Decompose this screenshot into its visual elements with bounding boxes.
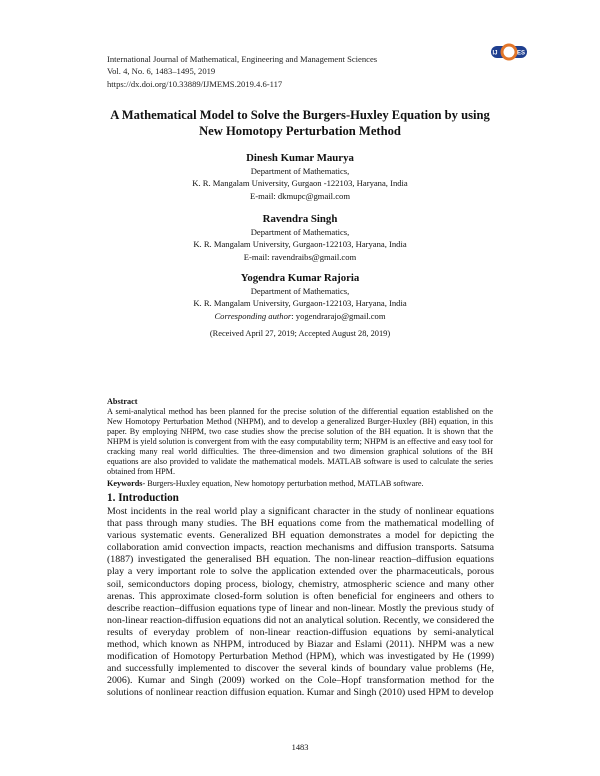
received-dates: (Received April 27, 2019; Accepted August 28, 2019): [209, 329, 391, 338]
journal-name: International Journal of Mathematical, Engineering and Management Sciences: [107, 54, 378, 64]
keywords: [107, 479, 424, 488]
abstract-body: [107, 407, 493, 477]
journal-logo: [490, 42, 528, 62]
author-email: [100, 310, 500, 322]
author-name: Yogendra Kumar Rajoria: [240, 272, 360, 284]
journal-volume: Vol. 4, No. 6, 1483–1495, 2019: [107, 66, 216, 77]
author-name: Dinesh Kumar Maurya: [246, 152, 354, 164]
author-2: [100, 212, 500, 263]
author-1: [100, 151, 500, 202]
abstract-heading: Abstract: [107, 397, 138, 406]
author-affiliation: K. R. Mangalam University, Gurgaon -122103, Haryana, India: [192, 178, 408, 189]
author-email: E-mail: ravendraibs@gmail.com: [243, 251, 357, 262]
svg-text:ES: ES: [517, 50, 526, 57]
page-number: 1483: [291, 743, 309, 752]
author-dept: Department of Mathematics,: [250, 227, 350, 237]
keywords-text: - Burgers-Huxley equation, New homotopy perturbation method, MATLAB software.: [142, 479, 424, 488]
journal-doi: https://dx.doi.org/10.33889/IJMEMS.2019.4.6-117: [107, 78, 283, 89]
author-3: [100, 271, 500, 322]
author-dept: Department of Mathematics,: [250, 166, 350, 176]
introduction-body: [107, 506, 494, 700]
keywords-label: Keywords: [107, 479, 143, 488]
abstract-text: A semi-analytical method has been planned for the precise solution of the differential equation established on the New Homotopy Perturbation Method (NHPM), and to develop a generalized Burger-Huxley (BH) equation, in this paper. By employing NHPM, two case studies show the precise solution of the BH equation. It is shown that the NHPM is yield solution is convergent from with the easy computability term; NHPM is an effective and easy tool for cracking many real world difficulties. The three-dimension and two dimension graphical solutions of the BH equations are also provided to validate the mathematical models. MATLAB software is used to calculate the series obtained from HPM.: [107, 407, 493, 477]
svg-text:IJ: IJ: [492, 50, 498, 57]
author-affiliation: K. R. Mangalam University, Gurgaon-122103, Haryana, India: [193, 239, 407, 250]
author-affiliation: K. R. Mangalam University, Gurgaon-122103, Haryana, India: [193, 298, 407, 309]
author-dept: Department of Mathematics,: [250, 286, 350, 296]
introduction-text: Most incidents in the real world play a significant character in the study of nonlinear equations that pass through many studies. The BH equations come from the mathematical modelling of various systematic events. Generalized BH equation demonstrates a model for depicting the collaboration amid convection impacts, reaction mechanisms and diffusion transports. Satsuma (1887) investigated the generalised BH equation. The non-linear reaction–diffusion equations play a very important role to solve the application extended over the pharmaceuticals, porous soil, semiconductors doping process, biology, chemistry, atmospheric science and many other arenas. This approximate closed-form solution is often beneficial for engineers and others to describe reaction–diffusion equations type of linear and non-linear. Mostly the previous study of non-linear reaction-diffusion equations did not an analytical solution. Recently, we considered the results of everyday problem of non-linear reaction-diffusion equations by semi-analytical method, which known as NHPM, introduced by Biazar and Eslami (2011). NHPM was a new modification of Homotopy Perturbation Method (HPM), which was investigated by He (1999) and successfully implemented to discover the several kinds of boundary value problems (He, 2006). Kumar and Singh (2009) worked on the Cole–Hopf transformation method for the solutions of nonlinear reaction diffusion equation. Kumar and Singh (2010) used HPM to develop: [107, 506, 494, 699]
journal-header: [107, 53, 377, 90]
paper-title: A Mathematical Model to Solve the Burgers-Huxley Equation by using New Homotopy Perturbation Method: [110, 108, 490, 138]
corresponding-author-label: Corresponding author: [214, 310, 292, 321]
author-email: E-mail: dkmupc@gmail.com: [249, 190, 351, 201]
corresponding-author-email: : yogendrarajo@gmail.com: [291, 310, 386, 321]
section-heading-introduction: 1. Introduction: [107, 492, 179, 504]
author-name: Ravendra Singh: [262, 213, 338, 225]
